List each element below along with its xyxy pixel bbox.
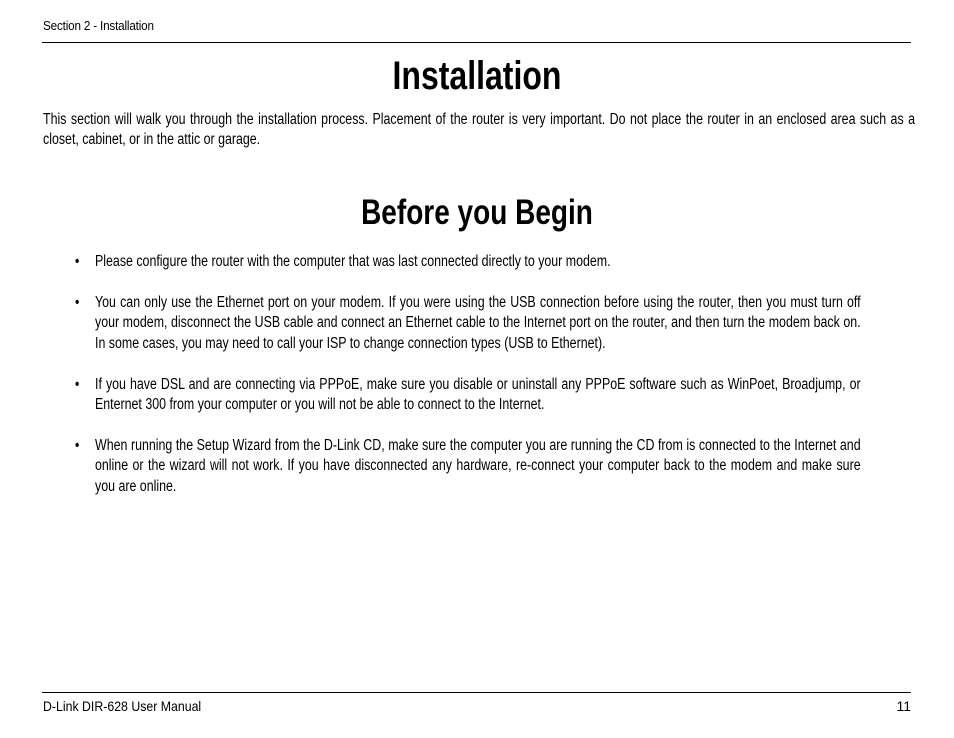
bullet-list <box>75 252 861 518</box>
bullet-icon: • <box>75 375 80 393</box>
page-number: 11 <box>896 698 911 714</box>
manual-name: D-Link DIR-628 User Manual <box>43 698 202 714</box>
list-item-text: You can only use the Ethernet port on your modem. If you were using the USB connection before using the router, then you must turn off your modem, disconnect the USB cable and connect an Ethernet cable to the Internet port on the router, and then turn the modem back on. In some cases, you may need to call your ISP to change connection types (USB to Ethernet). <box>95 294 861 352</box>
list-item-text: When running the Setup Wizard from the D-Link CD, make sure the computer you are running the CD from is connected to the Internet and online or the wizard will not work. If you have disconnected any hardware, re-connect your computer back to the modem and make sure you are online. <box>95 437 861 495</box>
section-subtitle: Before you Begin <box>361 193 593 232</box>
list-item-text: If you have DSL and are connecting via PPPoE, make sure you disable or uninstall any PPPoE software such as WinPoet, Broadjump, or Enternet 300 from your computer or you will not be able to connect to the Internet. <box>95 375 861 414</box>
bullet-icon: • <box>75 437 80 455</box>
header-divider <box>42 42 911 43</box>
list-item <box>75 293 861 354</box>
list-item <box>75 252 861 272</box>
page-title: Installation <box>392 54 562 98</box>
bullet-icon: • <box>75 294 80 312</box>
bullet-icon: • <box>75 253 80 270</box>
list-item-text: Please configure the router with the computer that was last connected directly to your modem. <box>95 253 611 270</box>
intro-paragraph: This section will walk you through the installation process. Placement of the router is very important. Do not place the router in an enclosed area such as a closet, cabinet, or in the attic or garage. <box>43 111 915 148</box>
list-item <box>75 436 861 497</box>
footer-divider <box>42 692 911 693</box>
section-label: Section 2 - Installation <box>43 18 154 33</box>
list-item <box>75 375 861 415</box>
